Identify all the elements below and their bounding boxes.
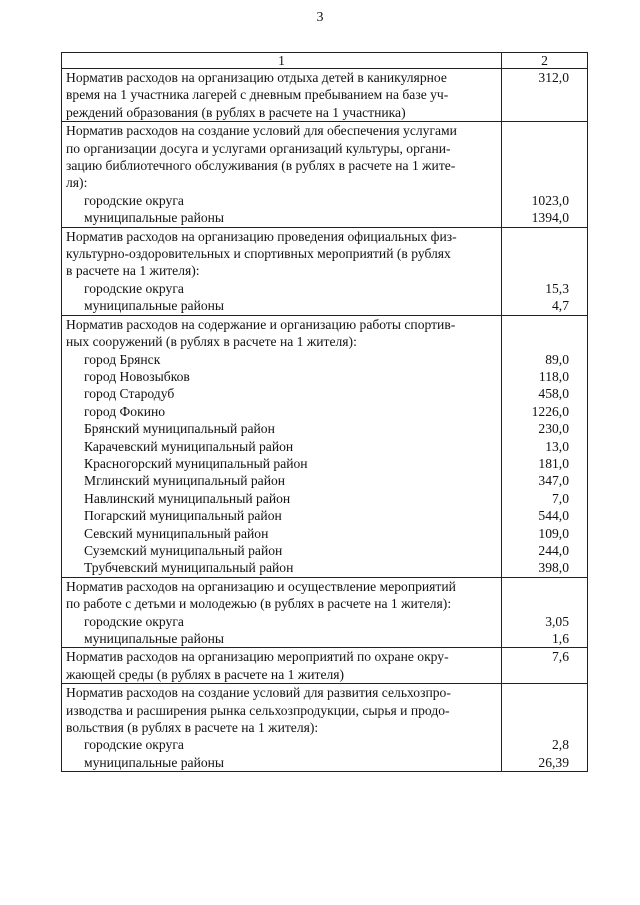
row-label: городские округа xyxy=(62,192,502,209)
row-label: муниципальные районы xyxy=(62,754,502,772)
row-value: 544,0 xyxy=(502,507,588,524)
table-row xyxy=(62,472,588,489)
table-row xyxy=(62,438,588,455)
table-row xyxy=(62,754,588,772)
section-value xyxy=(502,122,588,192)
section-heading-line: зацию библиотечного обслуживания (в рублях в расчете на 1 жите- xyxy=(66,158,456,174)
row-value: 7,0 xyxy=(502,490,588,507)
row-label: городские округа xyxy=(62,613,502,630)
table-row xyxy=(62,209,588,227)
row-value: 1,6 xyxy=(502,630,588,648)
section-heading xyxy=(62,577,502,612)
table-row xyxy=(62,525,588,542)
section-heading-line: Норматив расходов на организацию проведения официальных физ- xyxy=(66,228,457,244)
table-row xyxy=(62,297,588,315)
section-heading-line: Норматив расходов на содержание и организацию работы спортив- xyxy=(66,316,456,332)
table-row xyxy=(62,559,588,577)
section-heading-line: Норматив расходов на создание условий для обеспечения услугами xyxy=(66,123,457,139)
row-label: городские округа xyxy=(62,736,502,753)
section-heading-line: Норматив расходов на организацию и осуществление мероприятий xyxy=(66,578,456,594)
section-heading-line: ля): xyxy=(66,175,88,191)
row-label: городские округа xyxy=(62,280,502,297)
section-heading xyxy=(62,684,502,737)
section-heading-line: изводства и расширения рынка сельхозпродукции, сырья и продо- xyxy=(66,702,450,718)
section-heading xyxy=(62,315,502,350)
norms-body xyxy=(62,69,588,772)
table-row xyxy=(62,507,588,524)
section-heading-line: в расчете на 1 жителя): xyxy=(66,263,200,279)
row-label: город Стародуб xyxy=(62,385,502,402)
row-value: 1394,0 xyxy=(502,209,588,227)
table-row xyxy=(62,351,588,368)
column-header-2: 2 xyxy=(502,53,588,69)
row-label: Севский муниципальный район xyxy=(62,525,502,542)
table-row xyxy=(62,490,588,507)
row-label: Мглинский муниципальный район xyxy=(62,472,502,489)
row-value: 13,0 xyxy=(502,438,588,455)
section-heading-row xyxy=(62,122,588,192)
row-label: город Брянск xyxy=(62,351,502,368)
row-value: 230,0 xyxy=(502,420,588,437)
table-row xyxy=(62,368,588,385)
section-heading-line: культурно-оздоровительных и спортивных мероприятий (в рублях xyxy=(66,246,451,262)
section-heading-line: ных сооружений (в рублях в расчете на 1 жителя): xyxy=(66,334,357,350)
section-value xyxy=(502,577,588,612)
row-label: Трубчевский муниципальный район xyxy=(62,559,502,577)
norms-table xyxy=(61,52,588,772)
row-value: 398,0 xyxy=(502,559,588,577)
section-heading-line: время на 1 участника лагерей с дневным пребыванием на базе уч- xyxy=(66,87,449,103)
row-value: 458,0 xyxy=(502,385,588,402)
row-value: 2,8 xyxy=(502,736,588,753)
section-value xyxy=(502,315,588,350)
section-heading-row xyxy=(62,684,588,737)
row-value: 4,7 xyxy=(502,297,588,315)
section-heading-line: по работе с детьми и молодежью (в рублях в расчете на 1 жителя): xyxy=(66,596,452,612)
table-row xyxy=(62,455,588,472)
row-value: 1023,0 xyxy=(502,192,588,209)
section-value xyxy=(502,227,588,280)
row-label: Навлинский муниципальный район xyxy=(62,490,502,507)
row-value: 3,05 xyxy=(502,613,588,630)
section-value xyxy=(502,684,588,737)
section-heading xyxy=(62,648,502,684)
table-row xyxy=(62,192,588,209)
row-label: муниципальные районы xyxy=(62,630,502,648)
table-row xyxy=(62,542,588,559)
section-heading-line: Норматив расходов на организацию отдыха детей в каникулярное xyxy=(66,70,447,85)
row-value: 347,0 xyxy=(502,472,588,489)
section-heading-line: по организации досуга и услугами организаций культуры, органи- xyxy=(66,140,451,156)
section-heading-line: реждений образования (в рублях в расчете на 1 участника) xyxy=(66,104,406,120)
row-label: Красногорский муниципальный район xyxy=(62,455,502,472)
table-row xyxy=(62,403,588,420)
row-label: город Новозыбков xyxy=(62,368,502,385)
column-header-1: 1 xyxy=(62,53,502,69)
section-heading-row xyxy=(62,577,588,612)
row-value: 1226,0 xyxy=(502,403,588,420)
row-label: муниципальные районы xyxy=(62,297,502,315)
row-value: 244,0 xyxy=(502,542,588,559)
page-number: 3 xyxy=(316,10,324,25)
table-row xyxy=(62,385,588,402)
table-row xyxy=(62,736,588,753)
table-row xyxy=(62,630,588,648)
section-value: 7,6 xyxy=(502,648,588,684)
section-heading-row xyxy=(62,227,588,280)
section-value: 312,0 xyxy=(502,69,588,122)
row-value: 118,0 xyxy=(502,368,588,385)
section-heading-line: вольствия (в рублях в расчете на 1 жителя): xyxy=(66,720,319,736)
section-heading xyxy=(62,69,502,122)
row-label: Погарский муниципальный район xyxy=(62,507,502,524)
row-label: муниципальные районы xyxy=(62,209,502,227)
table-row xyxy=(62,613,588,630)
section-heading xyxy=(62,227,502,280)
table-row xyxy=(62,280,588,297)
row-value: 26,39 xyxy=(502,754,588,772)
section-heading-line: Норматив расходов на создание условий для развития сельхозпро- xyxy=(66,685,451,701)
section-heading-line: жающей среды (в рублях в расчете на 1 жителя) xyxy=(66,666,345,682)
row-label: Суземский муниципальный район xyxy=(62,542,502,559)
row-value: 89,0 xyxy=(502,351,588,368)
row-value: 109,0 xyxy=(502,525,588,542)
section-heading xyxy=(62,122,502,192)
row-label: Карачевский муниципальный район xyxy=(62,438,502,455)
section-heading-row xyxy=(62,315,588,350)
row-label: город Фокино xyxy=(62,403,502,420)
section-heading-row xyxy=(62,69,588,122)
row-value: 15,3 xyxy=(502,280,588,297)
row-value: 181,0 xyxy=(502,455,588,472)
table-header-row xyxy=(62,53,588,69)
table-row xyxy=(62,420,588,437)
row-label: Брянский муниципальный район xyxy=(62,420,502,437)
section-heading-row xyxy=(62,648,588,684)
section-heading-line: Норматив расходов на организацию мероприятий по охране окру- xyxy=(66,649,449,665)
